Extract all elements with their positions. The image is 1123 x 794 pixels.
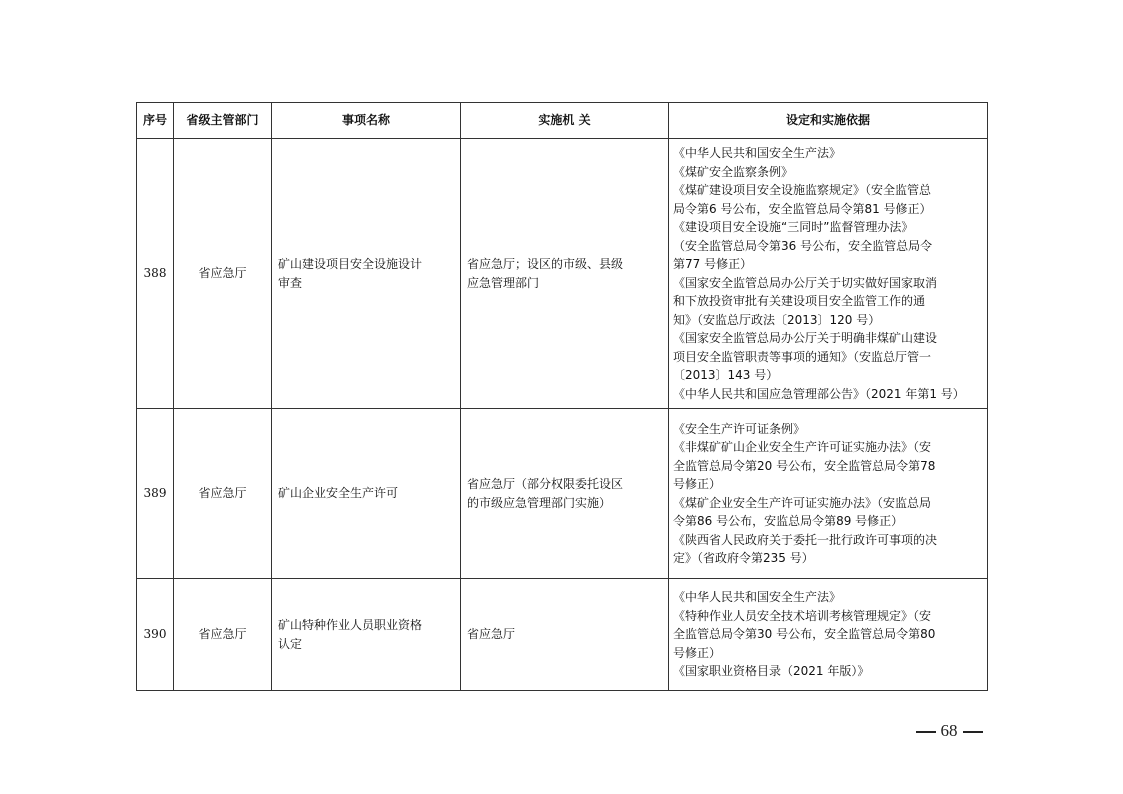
row-item-name [272, 579, 461, 691]
header-cell: 省级主管部门 [174, 103, 272, 139]
permit-table [136, 102, 988, 691]
page-number [904, 720, 994, 742]
text-line: 定》（省政府令第235 号） [673, 551, 814, 565]
text-line: 《特种作业人员安全技术培训考核管理规定》（安 [673, 608, 932, 623]
table-row [137, 579, 988, 691]
dash-left [916, 731, 936, 733]
table-row [137, 409, 988, 579]
row-number: 389 [137, 409, 174, 579]
text-line: 局令第6 号公布，安全监管总局令第81 号修正） [673, 201, 932, 216]
text-line: 知》（安监总厅政法〔2013〕120 号） [673, 312, 881, 327]
row-legal-basis [669, 139, 988, 409]
row-item-name [272, 139, 461, 409]
text-line: 《中华人民共和国安全生产法》 [673, 590, 842, 605]
text-line: 全监管总局令第30 号公布，安全监管总局令第80 [673, 627, 936, 642]
text-line: 省应急厅；设区的市级、县级 [467, 257, 624, 271]
text-line: 矿山特种作业人员职业资格 [278, 618, 423, 632]
text-line: 项目安全监管职责等事项的通知》（安监总厅管一 [673, 349, 932, 364]
text-line: （安全监管总局令第36 号公布，安全监管总局令 [673, 238, 933, 253]
header-cell: 实施机 关 [461, 103, 669, 139]
text-line: 《煤矿企业安全生产许可证实施办法》（安监总局 [673, 495, 932, 510]
row-authority [461, 139, 669, 409]
text-line: 应急管理部门 [467, 275, 540, 290]
row-authority [461, 579, 669, 691]
row-legal-basis [669, 409, 988, 579]
text-line: 《陕西省人民政府关于委托一批行政许可事项的决 [673, 532, 938, 547]
text-line: 《非煤矿矿山企业安全生产许可证实施办法》（安 [673, 440, 932, 454]
header-cell: 事项名称 [272, 103, 461, 139]
text-line: 认定 [278, 636, 303, 651]
row-authority [461, 409, 669, 579]
row-department: 省应急厅 [174, 579, 272, 691]
text-line: 矿山建设项目安全设施设计 [278, 257, 423, 271]
text-line: 全监管总局令第20 号公布，安全监管总局令第78 [673, 458, 936, 473]
text-line: 《国家安全监管总局办公厅关于明确非煤矿山建设 [673, 331, 938, 345]
text-line: 和下放投资审批有关建设项目安全监管工作的通 [673, 294, 926, 308]
page-number-text: 68 [940, 721, 958, 740]
dash-right [963, 731, 983, 733]
text-line: 《建设项目安全设施“三同时”监督管理办法》 [673, 220, 914, 234]
text-line: 矿山企业安全生产许可 [278, 486, 399, 501]
text-line: 《中华人民共和国应急管理部公告》（2021 年第1 号） [673, 386, 965, 401]
text-line: 《煤矿建设项目安全设施监察规定》（安全监管总 [673, 183, 932, 197]
header-row [137, 103, 988, 139]
text-line: 省应急厅 [467, 627, 516, 642]
text-line: 《国家职业资格目录（2021 年版）》 [673, 664, 870, 679]
row-number: 388 [137, 139, 174, 409]
text-line: 〔2013〕143 号） [673, 368, 779, 382]
text-line: 《安全生产许可证条例》 [673, 421, 806, 436]
text-line: 的市级应急管理部门实施） [467, 495, 612, 510]
text-line: 令第86 号公布，安监总局令第89 号修正） [673, 514, 904, 528]
text-line: 省应急厅（部分权限委托设区 [467, 477, 624, 491]
header-cell: 序号 [137, 103, 174, 139]
text-line: 第77 号修正） [673, 257, 753, 271]
table-row [137, 139, 988, 409]
text-line: 号修正） [673, 645, 722, 660]
row-legal-basis [669, 579, 988, 691]
text-line: 号修正） [673, 477, 722, 491]
text-line: 《国家安全监管总局办公厅关于切实做好国家取消 [673, 275, 938, 290]
text-line: 《中华人民共和国安全生产法》 [673, 146, 842, 160]
text-line: 审查 [278, 275, 303, 290]
header-cell: 设定和实施依据 [669, 103, 988, 139]
text-line: 《煤矿安全监察条例》 [673, 164, 794, 179]
row-department: 省应急厅 [174, 409, 272, 579]
row-department: 省应急厅 [174, 139, 272, 409]
row-item-name [272, 409, 461, 579]
row-number: 390 [137, 579, 174, 691]
